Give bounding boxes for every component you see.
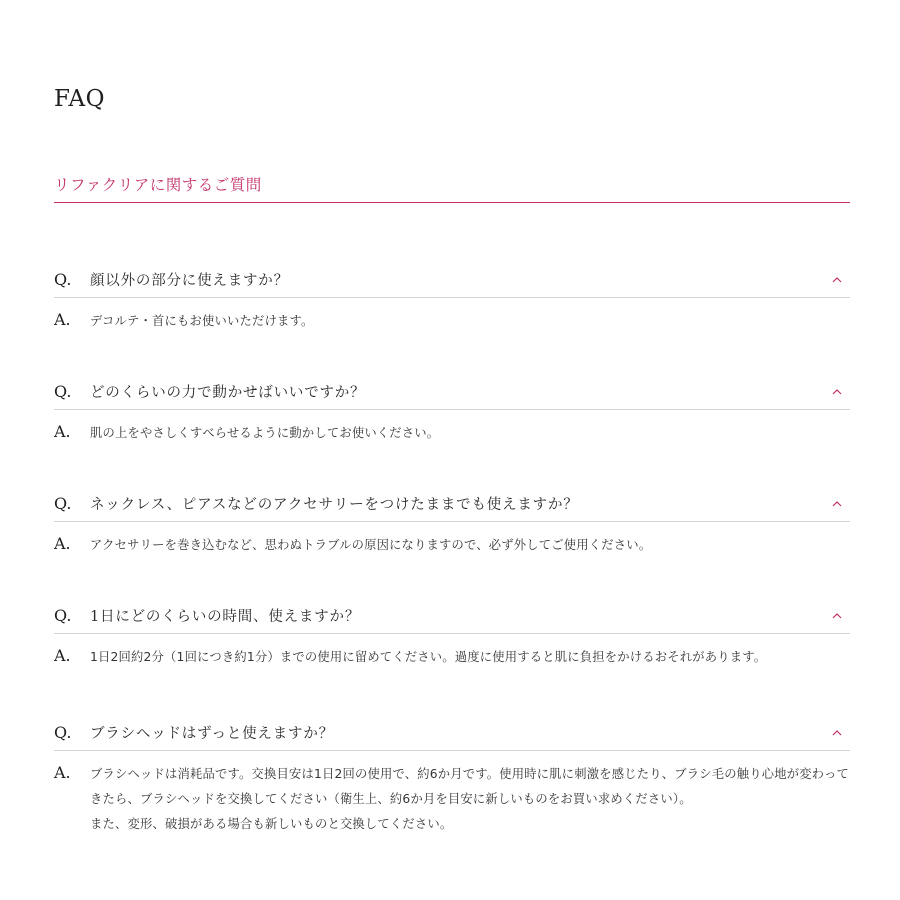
question-marker: Q. [54, 606, 72, 625]
faq-question-toggle[interactable] [54, 596, 850, 634]
section-heading [54, 174, 850, 203]
question-text: ブラシヘッドはずっと使えますか？ [90, 726, 334, 742]
section-heading-text: リファクリアに関するご質問 [54, 176, 262, 194]
answer-marker: A. [54, 763, 71, 782]
faq-answer [54, 298, 850, 334]
chevron-up-icon[interactable] [832, 277, 842, 283]
faq-item [54, 484, 850, 558]
chevron-up-icon[interactable] [832, 501, 842, 507]
answer-text [90, 762, 850, 837]
answer-line: ブラシヘッドは消耗品です。交換目安は1日2回の使用で、約6か月です。使用時に肌に刺激を感じたり、ブラシ毛の触り心地が変わって [90, 767, 850, 781]
question-marker: Q. [54, 382, 72, 401]
answer-line: アクセサリーを巻き込むなど、思わぬトラブルの原因になりますので、必ず外してご使用ください。 [90, 538, 652, 552]
chevron-up-icon[interactable] [832, 613, 842, 619]
chevron-up-icon[interactable] [832, 389, 842, 395]
answer-line: また、変形、破損がある場合も新しいものと交換してください。 [90, 817, 453, 831]
question-text: どのくらいの力で動かせばいいですか？ [90, 385, 366, 401]
faq-answer [54, 522, 850, 558]
answer-line: きたら、ブラシヘッドを交換してください（衛生上、約6か月を目安に新しいものをお買い求めください）。 [90, 792, 692, 806]
answer-text [90, 309, 850, 334]
faq-question-toggle[interactable] [54, 484, 850, 522]
answer-text [90, 533, 850, 558]
question-marker: Q. [54, 270, 72, 289]
faq-question-toggle[interactable] [54, 372, 850, 410]
answer-marker: A. [54, 646, 71, 665]
faq-question-toggle[interactable] [54, 713, 850, 751]
page-title: FAQ [54, 86, 105, 112]
question-text: 顔以外の部分に使えますか？ [90, 273, 289, 289]
answer-line: 1日2回約2分（1回につき約1分）までの使用に留めてください。過度に使用すると肌に負担をかけるおそれがあります。 [90, 650, 767, 664]
faq-answer [54, 410, 850, 446]
faq-answer [54, 634, 850, 670]
answer-marker: A. [54, 534, 71, 553]
faq-item [54, 260, 850, 334]
faq-item [54, 372, 850, 446]
answer-marker: A. [54, 310, 71, 329]
question-marker: Q. [54, 494, 72, 513]
chevron-up-icon[interactable] [832, 730, 842, 736]
question-marker: Q. [54, 723, 72, 742]
question-text: ネックレス、ピアスなどのアクセサリーをつけたままでも使えますか？ [90, 497, 579, 513]
question-text: 1日にどのくらいの時間、使えますか？ [90, 609, 361, 625]
answer-line: デコルテ・首にもお使いいただけます。 [90, 314, 314, 328]
faq-question-toggle[interactable] [54, 260, 850, 298]
answer-text [90, 645, 850, 670]
answer-marker: A. [54, 422, 71, 441]
faq-item [54, 713, 850, 837]
faq-item [54, 596, 850, 670]
answer-text [90, 421, 850, 446]
answer-line: 肌の上をやさしくすべらせるように動かしてお使いください。 [90, 426, 440, 440]
faq-answer [54, 751, 850, 837]
